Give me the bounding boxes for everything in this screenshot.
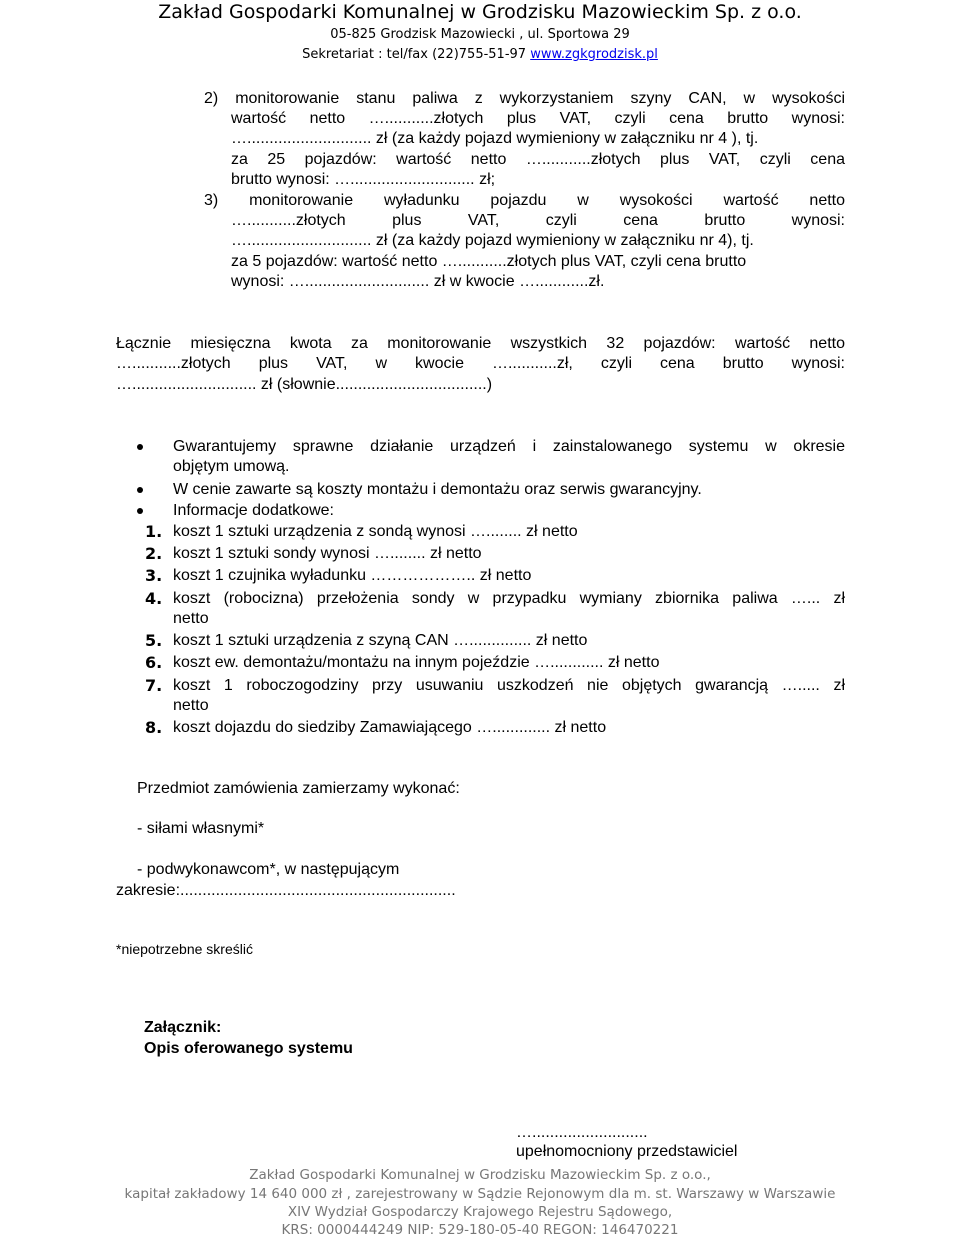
execution-option-own: - siłami własnymi* [137, 820, 265, 837]
section3-line-2: …...........złotych plus VAT, czyli cena brutto wynosi: [231, 212, 845, 229]
item-number: 4. [145, 589, 163, 608]
item-number: 8. [145, 718, 163, 737]
footer-company: Zakład Gospodarki Komunalnej w Grodzisku Mazowieckim Sp. z o.o., [249, 1167, 711, 1183]
item-text: koszt 1 sztuki urządzenia z szyną CAN ….............. zł netto [173, 632, 588, 649]
item-number: 2. [145, 544, 163, 563]
section2-line-4: za 25 pojazdów: wartość netto …...........złotych plus VAT, czyli cena [231, 151, 845, 168]
item-number: 6. [145, 653, 163, 672]
section3-line-5: wynosi: …............................ zł w kwocie …............zł. [231, 273, 605, 290]
item-text: koszt 1 roboczogodziny przy usuwaniu uszkodzeń nie objętych gwarancją …..... zł [173, 677, 845, 694]
attachment-title: Opis oferowanego systemu [144, 1040, 353, 1057]
footnote: *niepotrzebne skreślić [116, 941, 253, 957]
bullet-dot [137, 508, 143, 514]
bullet-additional-info: Informacje dodatkowe: [173, 502, 334, 519]
item-text: koszt (robocizna) przełożenia sondy w przypadku wymiany zbiornika paliwa …... zł [173, 590, 845, 607]
item-number: 5. [145, 631, 163, 650]
contact-text: Sekretariat : tel/fax (22)755-51-97 [302, 47, 531, 62]
section2-line-3: …............................ zł (za każdy pojazd wymieniony w załączniku nr 4 ), tj. [231, 130, 759, 147]
total-line-1: Łącznie miesięczna kwota za monitorowanie wszystkich 32 pojazdów: wartość netto [116, 335, 845, 352]
bullet-dot [137, 487, 143, 493]
item-text-continued: netto [173, 610, 209, 627]
footer-capital: kapitał zakładowy 14 640 000 zł , zarejestrowany w Sądzie Rejonowym dla m. st. Warszawy w Warszawie [124, 1186, 836, 1202]
attachment-label: Załącznik: [144, 1019, 222, 1036]
item-text: koszt 1 czujnika wyładunku ……………….. zł netto [173, 567, 532, 584]
contact-line [0, 47, 960, 62]
company-address: 05-825 Grodzisk Mazowiecki , ul. Sportowa 29 [330, 27, 630, 42]
website-link[interactable]: www.zgkgrodzisk.pl [530, 47, 658, 62]
execution-heading: Przedmiot zamówienia zamierzamy wykonać: [137, 780, 460, 797]
signature-dots: ….......................... [516, 1124, 648, 1141]
section3-line-4: za 5 pojazdów: wartość netto …...........złotych plus VAT, czyli cena brutto [231, 253, 747, 270]
item-text: koszt dojazdu do siedziby Zamawiającego …............. zł netto [173, 719, 607, 736]
bullet-costs-included: W cenie zawarte są koszty montażu i demontażu oraz serwis gwarancyjny. [173, 481, 702, 498]
footer-court: XIV Wydział Gospodarczy Krajowego Rejestru Sądowego, [287, 1204, 673, 1220]
footer-registry: KRS: 0000444249 NIP: 529-180-05-40 REGON: 146470221 [281, 1222, 679, 1238]
company-header: Zakład Gospodarki Komunalnej w Grodzisku Mazowieckim Sp. z o.o. [158, 1, 802, 23]
section3-line-3: …............................ zł (za każdy pojazd wymieniony w załączniku nr 4), tj. [231, 232, 754, 249]
item-number: 3. [145, 566, 163, 585]
section3-line-1: 3) monitorowanie wyładunku pojazdu w wysokości wartość netto [204, 192, 845, 209]
execution-scope: zakresie:.............................................................. [116, 882, 456, 899]
item-text-continued: netto [173, 697, 209, 714]
item-text: koszt 1 sztuki sondy wynosi …........ zł netto [173, 545, 482, 562]
bullet-guarantee-line-2: objętym umową. [173, 458, 290, 475]
bullet-dot [137, 444, 143, 450]
signature-label: upełnomocniony przedstawiciel [516, 1143, 738, 1160]
item-text: koszt 1 sztuki urządzenia z sondą wynosi …........ zł netto [173, 523, 578, 540]
bullet-guarantee-line-1: Gwarantujemy sprawne działanie urządzeń i zainstalowanego systemu w okresie [173, 438, 845, 455]
total-line-2: …...........złotych plus VAT, w kwocie …...........zł, czyli cena brutto wynosi: [116, 355, 845, 372]
section2-line-5: brutto wynosi: …............................ zł; [231, 171, 496, 188]
total-line-3: …............................ zł (słownie..................................) [116, 376, 493, 393]
execution-option-subcontractor: - podwykonawcom*, w następującym [137, 861, 400, 878]
item-number: 7. [145, 676, 163, 695]
item-number: 1. [145, 522, 163, 541]
section2-line-1: 2) monitorowanie stanu paliwa z wykorzystaniem szyny CAN, w wysokości [204, 90, 845, 107]
item-text: koszt ew. demontażu/montażu na innym pojeździe …............ zł netto [173, 654, 660, 671]
section2-line-2: wartość netto …...........złotych plus VAT, czyli cena brutto wynosi: [231, 110, 845, 127]
